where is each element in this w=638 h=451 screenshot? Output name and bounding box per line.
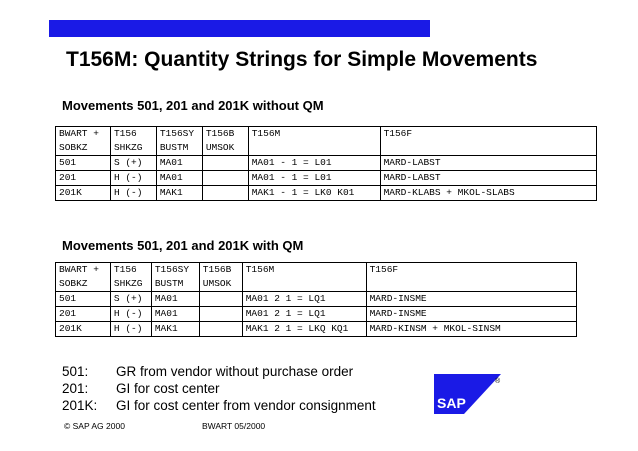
- table-cell: MA01 2 1 = LQ1: [242, 307, 366, 322]
- table-cell: [199, 292, 242, 307]
- legend-item: [62, 363, 376, 380]
- legend-code: 201K:: [62, 398, 98, 413]
- table-cell: MA01: [156, 171, 202, 186]
- table-cell: S (+): [110, 292, 151, 307]
- footer-copyright: © SAP AG 2000: [64, 421, 125, 431]
- header-cell: SHKZG: [110, 277, 151, 292]
- legend-code: 501:: [62, 364, 89, 379]
- table-row: [56, 186, 597, 201]
- table-cell: H (-): [110, 322, 151, 337]
- table-cell: MA01: [151, 307, 199, 322]
- table-header-row: [56, 127, 597, 142]
- quantity-table-with-qm: [55, 262, 577, 337]
- header-cell: T156F: [366, 263, 576, 278]
- table-row: [56, 156, 597, 171]
- legend-text: GI for cost center from vendor consignment: [116, 398, 376, 413]
- table-cell: H (-): [110, 171, 156, 186]
- quantity-table-without-qm: [55, 126, 597, 201]
- header-cell: T156B: [199, 263, 242, 278]
- table-cell: 201K: [56, 186, 111, 201]
- movement-legend: [62, 363, 376, 414]
- legend-text: GR from vendor without purchase order: [116, 364, 354, 379]
- table-cell: MAK1: [151, 322, 199, 337]
- header-cell: UMSOK: [199, 277, 242, 292]
- sap-logo: [434, 374, 501, 414]
- slide-title: T156M: Quantity Strings for Simple Movements: [66, 48, 538, 71]
- header-cell: UMSOK: [202, 141, 248, 156]
- table-cell: MA01: [156, 156, 202, 171]
- header-accent-bar: [49, 20, 430, 37]
- header-cell: T156: [110, 127, 156, 142]
- table-header-row: [56, 263, 577, 278]
- table-cell: MA01 2 1 = LQ1: [242, 292, 366, 307]
- table-cell: 201: [56, 307, 111, 322]
- header-cell: T156B: [202, 127, 248, 142]
- legend-item: [62, 397, 376, 414]
- table-cell: 201K: [56, 322, 111, 337]
- table-cell: S (+): [110, 156, 156, 171]
- header-cell: BWART +: [56, 127, 111, 142]
- table-cell: MA01 - 1 = L01: [248, 171, 380, 186]
- table-cell: H (-): [110, 307, 151, 322]
- legend-item: [62, 380, 376, 397]
- header-cell: [242, 277, 366, 292]
- header-cell: T156M: [242, 263, 366, 278]
- footer-doc-reference: BWART 05/2000: [202, 421, 266, 431]
- header-cell: [380, 141, 596, 156]
- table-cell: MARD-INSME: [366, 292, 576, 307]
- table-cell: 501: [56, 292, 111, 307]
- header-cell: T156F: [380, 127, 596, 142]
- header-cell: T156SY: [151, 263, 199, 278]
- table-cell: 201: [56, 171, 111, 186]
- table-cell: MARD-INSME: [366, 307, 576, 322]
- table-row: [56, 292, 577, 307]
- legend-code: 201:: [62, 381, 89, 396]
- table-cell: 501: [56, 156, 111, 171]
- table-cell: MARD-KLABS + MKOL-SLABS: [380, 186, 596, 201]
- sap-logo-text: SAP: [437, 395, 466, 411]
- table-row: [56, 307, 577, 322]
- header-cell: SOBKZ: [56, 277, 111, 292]
- table-header-row: [56, 277, 577, 292]
- table-cell: MAK1 - 1 = LK0 K01: [248, 186, 380, 201]
- table-cell: [199, 322, 242, 337]
- header-cell: [248, 141, 380, 156]
- table-cell: MARD-LABST: [380, 156, 596, 171]
- header-cell: T156M: [248, 127, 380, 142]
- table-cell: MARD-LABST: [380, 171, 596, 186]
- table-cell: [202, 171, 248, 186]
- header-cell: T156SY: [156, 127, 202, 142]
- registered-mark: ®: [495, 378, 501, 385]
- header-cell: BUSTM: [151, 277, 199, 292]
- section-title-with-qm: Movements 501, 201 and 201K with QM: [62, 238, 304, 253]
- table-row: [56, 171, 597, 186]
- table-cell: [199, 307, 242, 322]
- table-cell: H (-): [110, 186, 156, 201]
- table-row: [56, 322, 577, 337]
- header-cell: [366, 277, 576, 292]
- legend-text: GI for cost center: [116, 381, 220, 396]
- table-cell: MAK1: [156, 186, 202, 201]
- table-cell: MA01 - 1 = L01: [248, 156, 380, 171]
- table-cell: MA01: [151, 292, 199, 307]
- table-cell: MAK1 2 1 = LKQ KQ1: [242, 322, 366, 337]
- header-cell: BWART +: [56, 263, 111, 278]
- header-cell: SHKZG: [110, 141, 156, 156]
- header-cell: BUSTM: [156, 141, 202, 156]
- section-title-without-qm: Movements 501, 201 and 201K without QM: [62, 98, 324, 113]
- table-cell: [202, 186, 248, 201]
- table-header-row: [56, 141, 597, 156]
- header-cell: T156: [110, 263, 151, 278]
- header-cell: SOBKZ: [56, 141, 111, 156]
- table-cell: [202, 156, 248, 171]
- table-cell: MARD-KINSM + MKOL-SINSM: [366, 322, 576, 337]
